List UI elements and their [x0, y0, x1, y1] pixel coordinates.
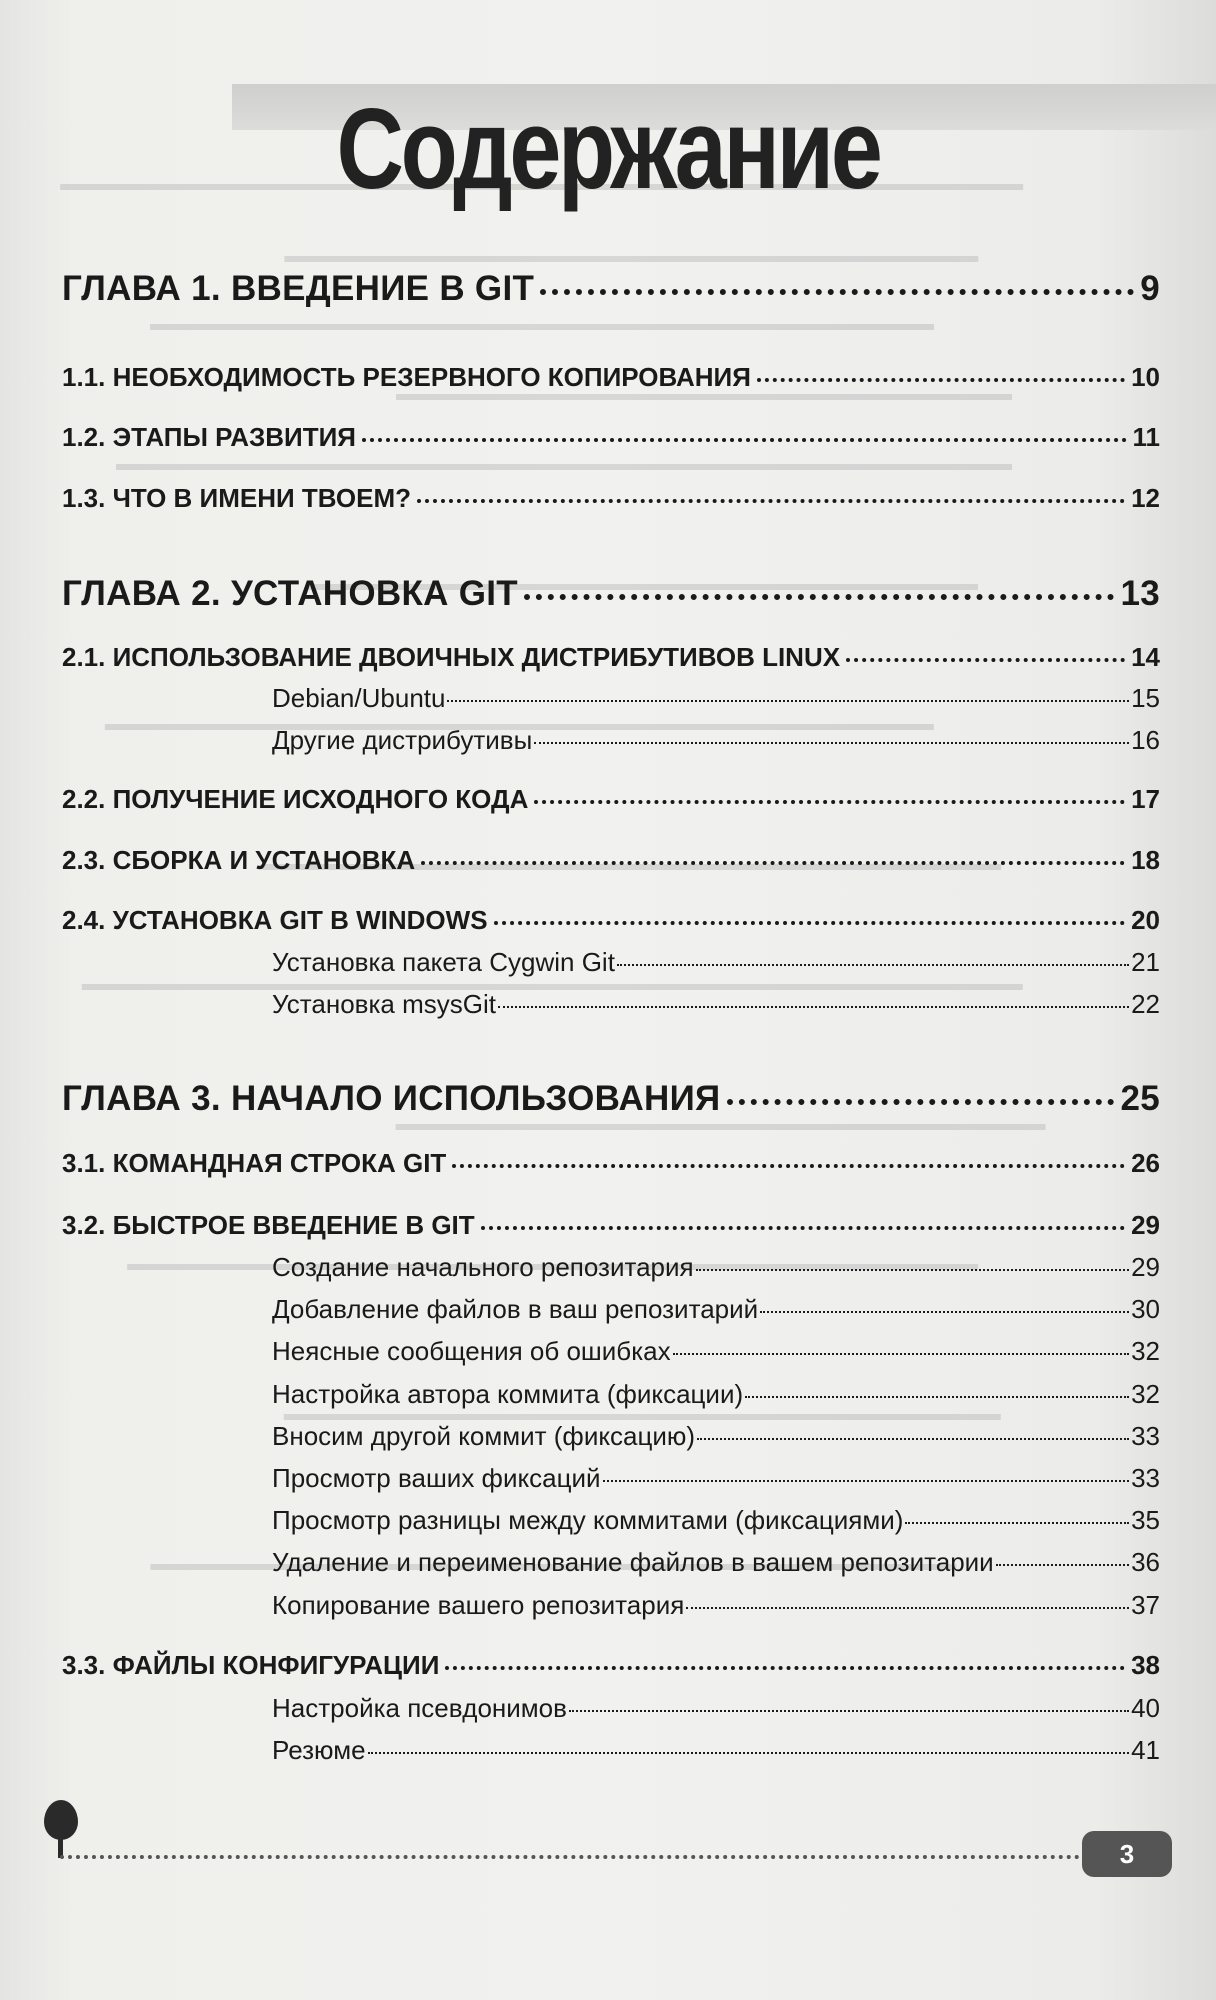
dot-leader [603, 1461, 1130, 1487]
toc-entry-page: 25 [1120, 1079, 1160, 1118]
toc-entry-page: 29 [1131, 1252, 1160, 1282]
toc-subsection[interactable] [272, 1334, 1160, 1367]
dot-leader [745, 1377, 1129, 1403]
dot-leader [757, 360, 1125, 386]
toc-entry-page: 32 [1131, 1336, 1160, 1366]
toc-entry-label: Вносим другой коммит (фиксацию) [272, 1421, 696, 1451]
toc-subsection[interactable] [272, 1419, 1160, 1452]
toc-chapter-3[interactable] [62, 1075, 1160, 1119]
toc-section-2-3[interactable] [62, 843, 1160, 876]
page-number-badge: 3 [1082, 1831, 1172, 1877]
toc-entry-page: 12 [1131, 483, 1160, 513]
toc-subsection[interactable] [272, 987, 1160, 1020]
toc-section-2-1[interactable] [62, 640, 1160, 673]
toc-entry-page: 29 [1131, 1210, 1160, 1240]
dot-leader [617, 945, 1129, 971]
toc-section-3-3[interactable] [62, 1648, 1160, 1681]
toc-entry-page: 22 [1131, 989, 1160, 1019]
toc-entry-label: Неясные сообщения об ошибках [272, 1336, 671, 1366]
toc-entry-page: 26 [1131, 1148, 1160, 1178]
toc-entry-label: 2.3. СБОРКА И УСТАНОВКА [62, 845, 416, 875]
dot-leader [534, 782, 1125, 808]
toc-entry-label: ГЛАВА 2. УСТАНОВКА GIT [62, 574, 518, 613]
toc-subsection[interactable] [272, 1461, 1160, 1494]
toc-entry-page: 35 [1131, 1505, 1160, 1535]
toc-entry-label: Настройка псевдонимов [272, 1693, 567, 1723]
toc-section-3-1[interactable] [62, 1146, 1160, 1179]
toc-entry-label: 1.3. ЧТО В ИМЕНИ ТВОЕМ? [62, 483, 412, 513]
dot-leader [540, 265, 1134, 300]
toc-entry-page: 16 [1131, 725, 1160, 755]
toc-subsection[interactable] [272, 1733, 1160, 1766]
toc-entry-label: 1.1. НЕОБХОДИМОСТЬ РЕЗЕРВНОГО КОПИРОВАНИЯ [62, 362, 751, 392]
toc-entry-label: Установка msysGit [272, 989, 496, 1019]
dot-leader [996, 1545, 1129, 1571]
toc-entry-label: Создание начального репозитария [272, 1252, 694, 1282]
dot-leader [481, 1208, 1125, 1234]
dot-leader [760, 1292, 1129, 1318]
toc-entry-page: 36 [1131, 1547, 1160, 1577]
toc-entry-page: 13 [1120, 574, 1160, 613]
toc-entry-page: 20 [1131, 905, 1160, 935]
toc-entry-label: 2.1. ИСПОЛЬЗОВАНИЕ ДВОИЧНЫХ ДИСТРИБУТИВОВ LINUX [62, 642, 841, 672]
dot-leader [846, 640, 1125, 666]
dot-leader [445, 1648, 1125, 1674]
toc-entry-page: 18 [1131, 845, 1160, 875]
toc-chapter-1[interactable] [62, 265, 1160, 309]
toc-subsection[interactable] [272, 1691, 1160, 1724]
toc-section-1-2[interactable] [62, 420, 1160, 453]
toc-entry-label: Настройка автора коммита (фиксации) [272, 1379, 744, 1409]
toc-entry-page: 9 [1140, 269, 1160, 308]
toc-subsection[interactable] [272, 1250, 1160, 1283]
dot-leader [534, 723, 1129, 749]
toc-subsection[interactable] [272, 681, 1160, 714]
page-title: Содержание [336, 86, 880, 213]
toc-entry-page: 11 [1132, 422, 1160, 452]
toc-entry-label: Установка пакета Cygwin Git [272, 947, 615, 977]
toc-subsection[interactable] [272, 1292, 1160, 1325]
toc-section-1-3[interactable] [62, 481, 1160, 514]
toc-entry-page: 17 [1131, 784, 1160, 814]
toc-section-3-2[interactable] [62, 1208, 1160, 1241]
dot-leader [447, 681, 1129, 707]
toc-section-2-2[interactable] [62, 782, 1160, 815]
dot-leader [673, 1334, 1129, 1360]
toc-entry-label: Резюме [272, 1735, 366, 1765]
toc-entry-page: 37 [1131, 1590, 1160, 1620]
toc-entry-label: ГЛАВА 1. ВВЕДЕНИЕ В GIT [62, 269, 535, 308]
dot-leader [697, 1419, 1129, 1445]
toc-entry-label: 3.3. ФАЙЛЫ КОНФИГУРАЦИИ [62, 1650, 440, 1680]
footer-bullet-icon [44, 1800, 78, 1840]
toc-section-1-1[interactable] [62, 360, 1160, 393]
toc-subsection[interactable] [272, 945, 1160, 978]
toc-subsection[interactable] [272, 1377, 1160, 1410]
toc-entry-label: 2.4. УСТАНОВКА GIT В WINDOWS [62, 905, 488, 935]
toc-entry-label: Добавление файлов в ваш репозитарий [272, 1294, 759, 1324]
toc-entry-label: Просмотр разницы между коммитами (фиксациями) [272, 1505, 904, 1535]
dot-leader [524, 570, 1115, 605]
toc-entry-page: 14 [1131, 642, 1160, 672]
dot-leader [417, 481, 1125, 507]
toc-entry-page: 32 [1131, 1379, 1160, 1409]
toc-subsection[interactable] [272, 1545, 1160, 1578]
dot-leader [494, 903, 1126, 929]
dot-leader [452, 1146, 1125, 1172]
toc-entry-page: 38 [1131, 1650, 1160, 1680]
toc-entry-page: 21 [1131, 947, 1160, 977]
dot-leader [905, 1503, 1129, 1529]
toc-entry-label: Debian/Ubuntu [272, 683, 446, 713]
toc-entry-label: 3.1. КОМАНДНАЯ СТРОКА GIT [62, 1148, 447, 1178]
toc-entry-label: Копирование вашего репозитария [272, 1590, 685, 1620]
dot-leader [362, 420, 1127, 446]
toc-entry-label: Просмотр ваших фиксаций [272, 1463, 601, 1493]
toc-entry-page: 40 [1131, 1693, 1160, 1723]
toc-entry-label: Удаление и переименование файлов в вашем репозитарии [272, 1547, 994, 1577]
dot-leader [696, 1250, 1129, 1276]
dot-leader [686, 1588, 1129, 1614]
dot-leader [368, 1733, 1130, 1759]
toc-entry-label: 2.2. ПОЛУЧЕНИЕ ИСХОДНОГО КОДА [62, 784, 529, 814]
toc-entry-label: 3.2. БЫСТРОЕ ВВЕДЕНИЕ В GIT [62, 1210, 475, 1240]
footer-dotted-rule [60, 1855, 1080, 1859]
toc-entry-page: 10 [1131, 362, 1160, 392]
toc-entry-page: 30 [1131, 1294, 1160, 1324]
toc-section-2-4[interactable] [62, 903, 1160, 936]
toc-subsection[interactable] [272, 723, 1160, 756]
toc-subsection[interactable] [272, 1588, 1160, 1621]
toc-entry-page: 41 [1131, 1735, 1160, 1765]
toc-subsection[interactable] [272, 1503, 1160, 1536]
toc-entry-label: 1.2. ЭТАПЫ РАЗВИТИЯ [62, 422, 356, 452]
toc-chapter-2[interactable] [62, 570, 1160, 614]
toc-entry-label: ГЛАВА 3. НАЧАЛО ИСПОЛЬЗОВАНИЯ [62, 1079, 721, 1118]
dot-leader [727, 1075, 1115, 1110]
dot-leader [421, 843, 1125, 869]
toc-entry-page: 33 [1131, 1463, 1160, 1493]
dot-leader [498, 987, 1129, 1013]
toc-entry-label: Другие дистрибутивы [272, 725, 533, 755]
toc-entry-page: 15 [1131, 683, 1160, 713]
dot-leader [569, 1691, 1129, 1717]
toc-entry-page: 33 [1131, 1421, 1160, 1451]
